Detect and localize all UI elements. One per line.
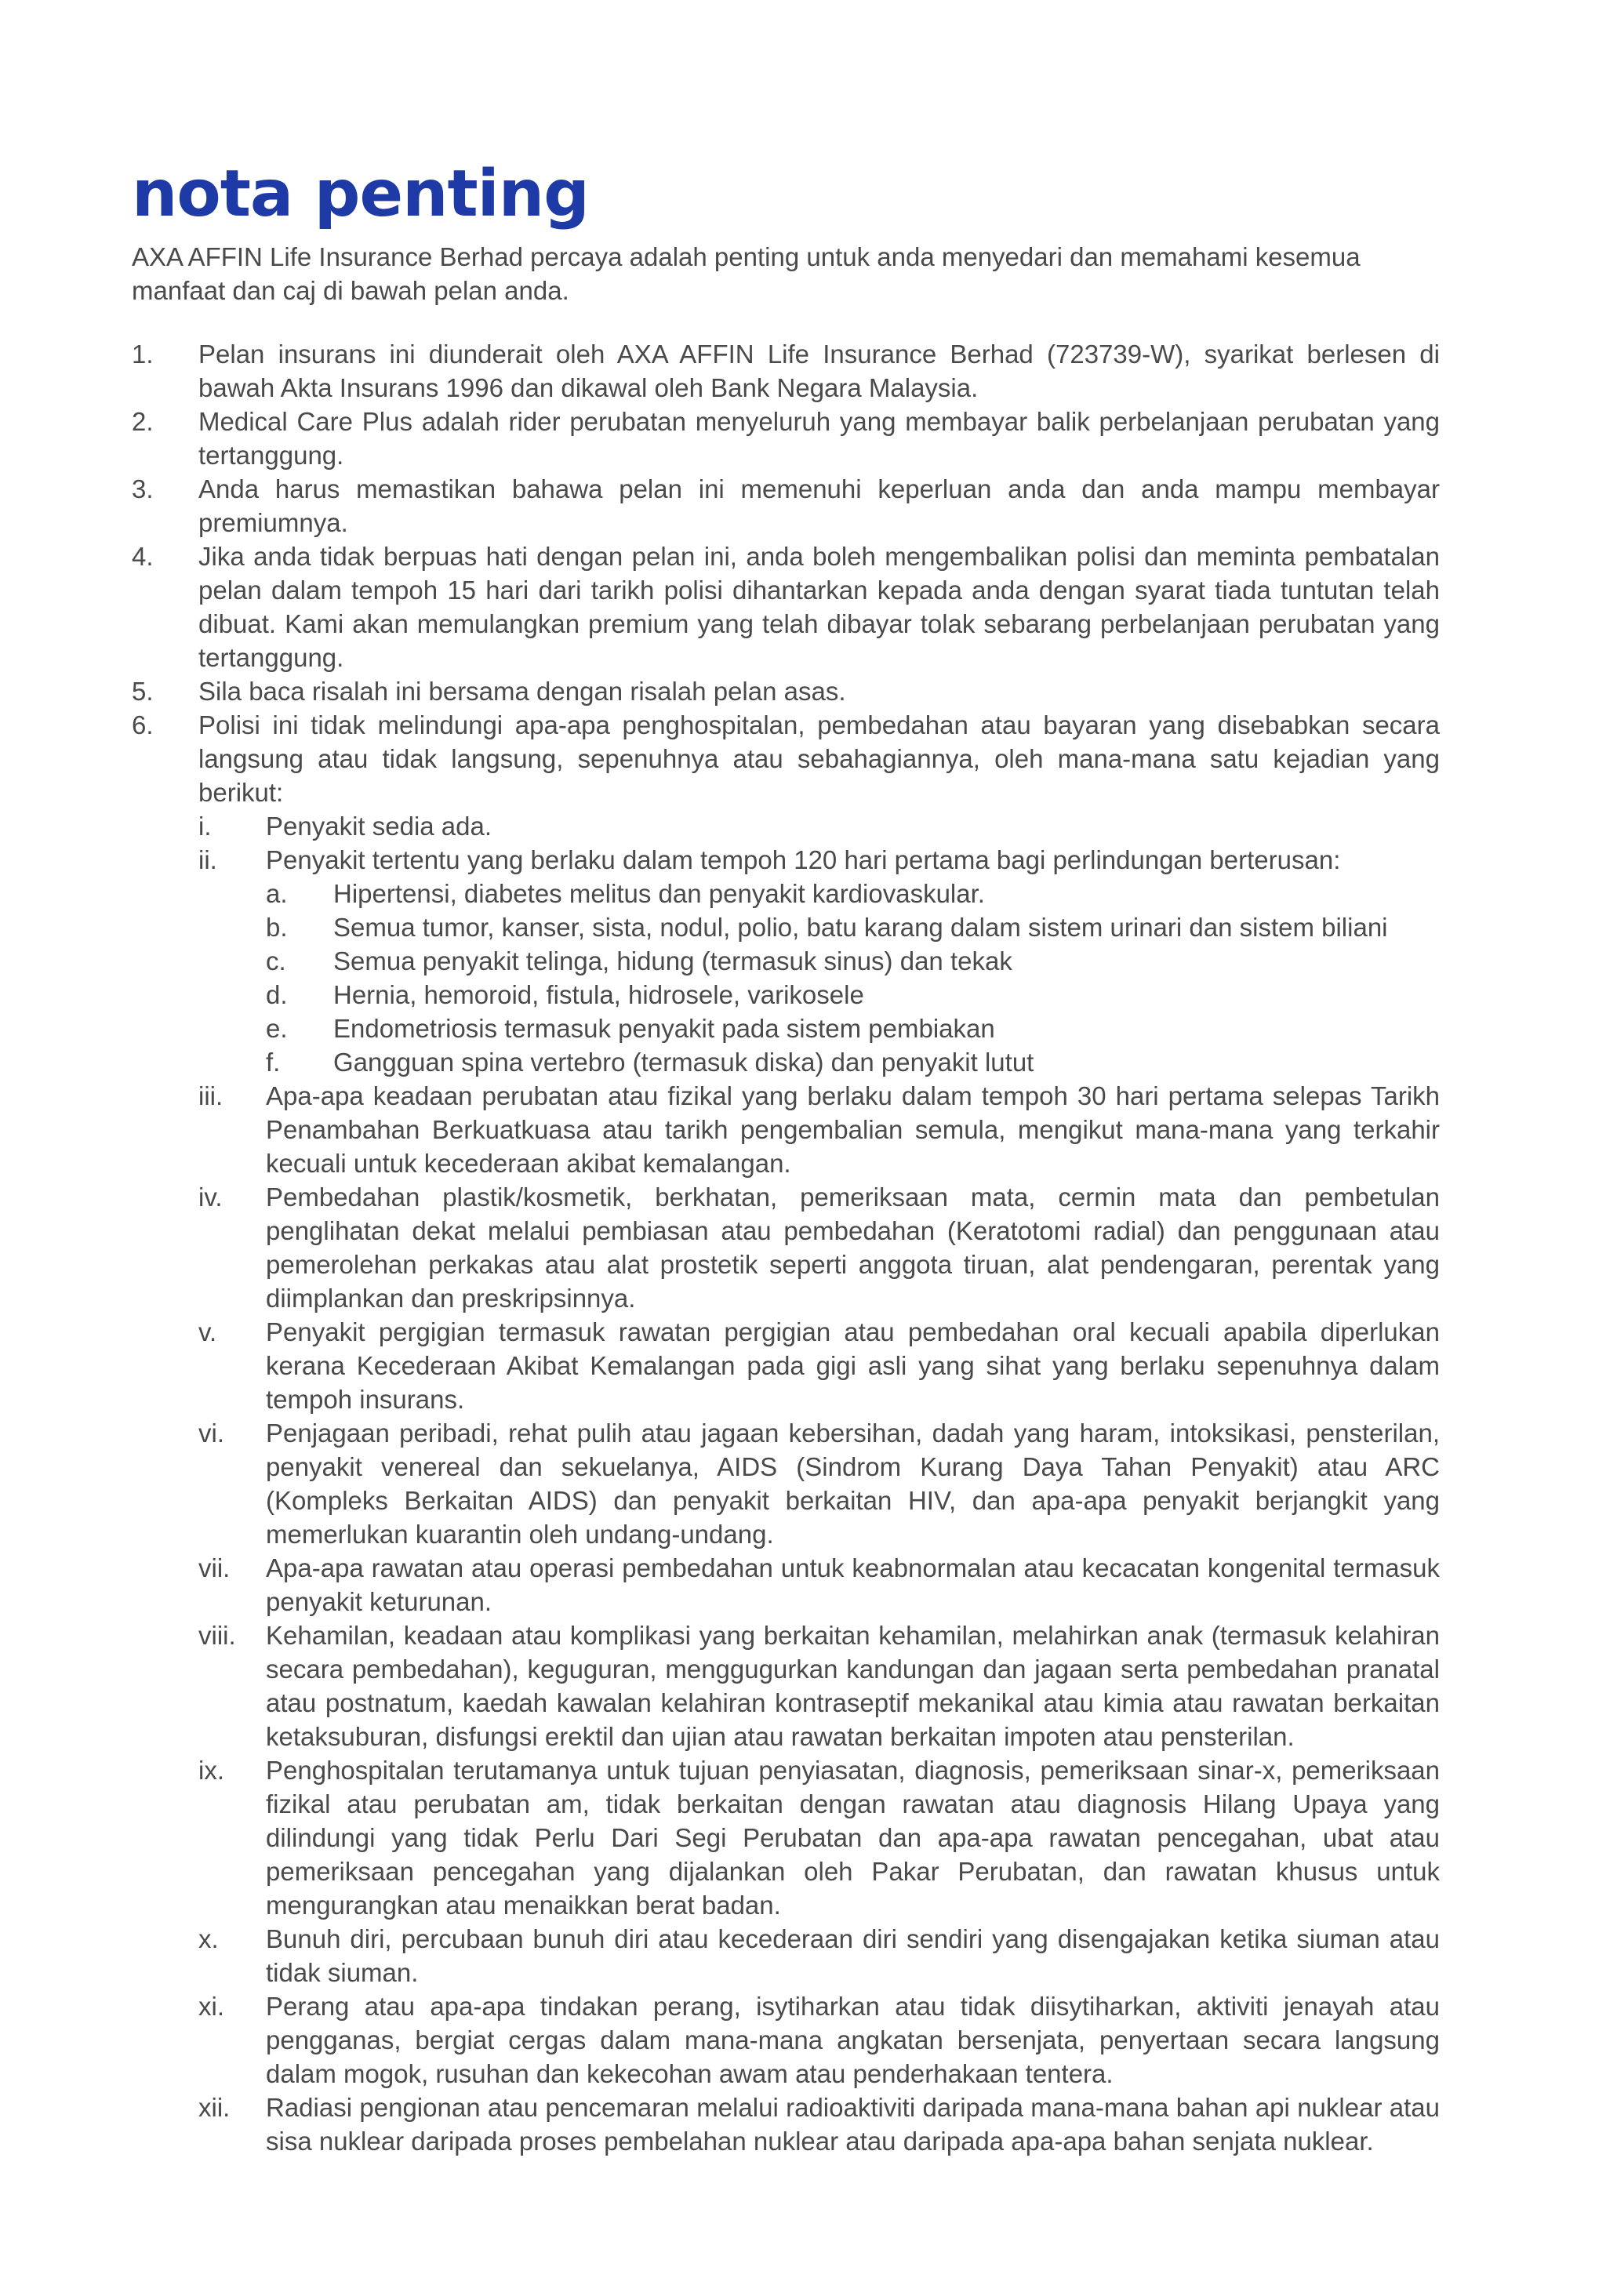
exclusion-number: xi. (198, 1992, 224, 2021)
exclusion-number: vii. (198, 1553, 231, 1582)
document-page (132, 157, 1440, 2158)
exclusion-item (198, 1416, 1440, 1551)
disease-text: Gangguan spina vertebro (termasuk diska) dan penyakit lutut (333, 1048, 1034, 1077)
disease-letter: b. (266, 913, 288, 942)
disease-item (266, 944, 1440, 978)
exclusion-item (198, 809, 1440, 843)
list-item (132, 472, 1440, 539)
exclusions-list (198, 809, 1440, 2158)
exclusion-text: Penghospitalan terutamanya untuk tujuan penyiasatan, diagnosis, pemeriksaan sinar-x, pemeriksaan fizikal atau perubatan am, tidak berkaitan dengan rawatan atau diagnosis Hilang Upaya yang dilindungi yang tidak Perlu Dari Segi Perubatan dan apa-apa rawatan pencegahan, ubat atau pemeriksaan pencegahan yang dijalankan oleh Pakar Perubatan, dan rawatan khusus untuk mengurangkan atau menaikkan berat badan. (266, 1756, 1440, 1920)
item-text: Sila baca risalah ini bersama dengan risalah pelan asas. (198, 677, 846, 706)
item-text: Medical Care Plus adalah rider perubatan menyeluruh yang membayar balik perbelanjaan perubatan yang tertanggung. (198, 407, 1440, 470)
exclusion-text: Radiasi pengionan atau pencemaran melalui radioaktiviti daripada mana-mana bahan api nuklear atau sisa nuklear daripada proses pembelahan nuklear atau daripada apa-apa bahan senjata nuklear. (266, 2093, 1440, 2156)
specific-diseases-list (266, 877, 1440, 1079)
list-item (132, 337, 1440, 405)
exclusion-item (198, 1551, 1440, 1618)
disease-letter: a. (266, 879, 288, 908)
list-item (132, 708, 1440, 2158)
exclusion-number: i. (198, 812, 212, 841)
disease-item (266, 877, 1440, 910)
exclusion-item (198, 1753, 1440, 1922)
item-number: 1. (132, 340, 154, 369)
exclusion-text: Apa-apa keadaan perubatan atau fizikal yang berlaku dalam tempoh 30 hari pertama selepas Tarikh Penambahan Berkuatkuasa atau tarikh pengembalian semula, mengikut mana-mana yang terkahir kecuali untuk kecederaan akibat kemalangan. (266, 1081, 1440, 1178)
exclusion-item (198, 1079, 1440, 1180)
exclusion-text: Penyakit pergigian termasuk rawatan pergigian atau pembedahan oral kecuali apabila diperlukan kerana Kecederaan Akibat Kemalangan pada gigi asli yang sihat yang berlaku sepenuhnya dalam tempoh insurans. (266, 1317, 1440, 1414)
exclusion-text: Penyakit tertentu yang berlaku dalam tempoh 120 hari pertama bagi perlindungan berterusan: (266, 845, 1341, 874)
item-number: 5. (132, 677, 154, 706)
item-number: 6. (132, 710, 154, 739)
exclusion-item (198, 1989, 1440, 2091)
exclusion-item (198, 1618, 1440, 1753)
disease-item (266, 910, 1440, 944)
item-number: 2. (132, 407, 154, 436)
list-item (132, 539, 1440, 674)
exclusion-number: vi. (198, 1419, 224, 1448)
disease-item (266, 1045, 1440, 1079)
notes-list (132, 337, 1440, 2158)
item-text: Pelan insurans ini diunderait oleh AXA AFFIN Life Insurance Berhad (723739-W), syarikat berlesen di bawah Akta Insurans 1996 dan dikawal oleh Bank Negara Malaysia. (198, 340, 1440, 402)
disease-text: Semua penyakit telinga, hidung (termasuk sinus) dan tekak (333, 946, 1012, 975)
disease-text: Hernia, hemoroid, fistula, hidrosele, varikosele (333, 980, 864, 1009)
exclusion-text: Bunuh diri, percubaan bunuh diri atau kecederaan diri sendiri yang disengajakan ketika siuman atau tidak siuman. (266, 1924, 1440, 1987)
disease-text: Endometriosis termasuk penyakit pada sistem pembiakan (333, 1014, 995, 1043)
exclusion-number: iv. (198, 1183, 223, 1212)
exclusion-number: ii. (198, 845, 217, 874)
exclusion-text: Perang atau apa-apa tindakan perang, isytiharkan atau tidak diisytiharkan, aktiviti jenayah atau pengganas, bergiat cergas dalam mana-mana angkatan bersenjata, penyertaan secara langsung dalam mogok, rusuhan dan kekecohan awam atau penderhakaan tentera. (266, 1992, 1440, 2088)
disease-letter: d. (266, 980, 288, 1009)
exclusion-number: viii. (198, 1621, 236, 1650)
exclusion-number: xii. (198, 2093, 231, 2122)
disease-item (266, 1012, 1440, 1045)
item-number: 3. (132, 474, 154, 503)
exclusion-item (198, 1315, 1440, 1416)
exclusion-text: Apa-apa rawatan atau operasi pembedahan untuk keabnormalan atau kecacatan kongenital termasuk penyakit keturunan. (266, 1553, 1440, 1616)
exclusion-text: Pembedahan plastik/kosmetik, berkhatan, pemeriksaan mata, cermin mata dan pembetulan penglihatan dekat melalui pembiasan atau pembedahan (Keratotomi radial) dan penggunaan atau pemerolehan perkakas atau alat prostetik seperti anggota tiruan, alat pendengaran, perentak yang diimplankan dan preskripsinnya. (266, 1183, 1440, 1313)
page-title: nota penting (132, 157, 589, 231)
item-text: Jika anda tidak berpuas hati dengan pelan ini, anda boleh mengembalikan polisi dan meminta pembatalan pelan dalam tempoh 15 hari dari tarikh polisi dihantarkan kepada anda dengan syarat tiada tuntutan telah dibuat. Kami akan memulangkan premium yang telah dibayar tolak sebarang perbelanjaan perubatan yang tertanggung. (198, 542, 1440, 672)
list-item (132, 674, 1440, 708)
exclusion-number: ix. (198, 1756, 224, 1785)
exclusion-text: Penjagaan peribadi, rehat pulih atau jagaan kebersihan, dadah yang haram, intoksikasi, pensterilan, penyakit venereal dan sekuelanya, AIDS (Sindrom Kurang Daya Tahan Penyakit) atau ARC (Kompleks Berkaitan AIDS) dan penyakit berkaitan HIV, dan apa-apa penyakit berjangkit yang memerlukan kuarantin oleh undang-undang. (266, 1419, 1440, 1549)
exclusion-text: Kehamilan, keadaan atau komplikasi yang berkaitan kehamilan, melahirkan anak (termasuk kelahiran secara pembedahan), keguguran, menggugurkan kandungan dan jagaan serta pembedahan pranatal atau postnatum, kaedah kawalan kelahiran kontraseptif mekanikal atau kimia atau rawatan berkaitan ketaksuburan, disfungsi erektil dan ujian atau rawatan berkaitan impoten atau pensterilan. (266, 1621, 1440, 1751)
disease-text: Semua tumor, kanser, sista, nodul, polio, batu karang dalam sistem urinari dan sistem biliani (333, 913, 1388, 942)
disease-item (266, 978, 1440, 1012)
list-item (132, 405, 1440, 472)
disease-letter: f. (266, 1048, 281, 1077)
intro-paragraph: AXA AFFIN Life Insurance Berhad percaya adalah penting untuk anda menyedari dan memahami kesemua manfaat dan caj di bawah pelan anda. (132, 242, 1361, 305)
exclusion-number: iii. (198, 1081, 223, 1110)
exclusion-item (198, 1180, 1440, 1315)
exclusion-item (198, 2091, 1440, 2158)
disease-letter: c. (266, 946, 286, 975)
exclusion-item (198, 1922, 1440, 1989)
item-text: Anda harus memastikan bahawa pelan ini memenuhi keperluan anda dan anda mampu membayar premiumnya. (198, 474, 1440, 537)
exclusion-number: v. (198, 1317, 217, 1346)
item-number: 4. (132, 542, 154, 571)
disease-letter: e. (266, 1014, 288, 1043)
exclusion-number: x. (198, 1924, 219, 1953)
item-text: Polisi ini tidak melindungi apa-apa penghospitalan, pembedahan atau bayaran yang disebabkan secara langsung atau tidak langsung, sepenuhnya atau sebahagiannya, oleh mana-mana satu kejadian yang berikut: (198, 710, 1440, 807)
exclusion-item (198, 843, 1440, 1079)
disease-text: Hipertensi, diabetes melitus dan penyakit kardiovaskular. (333, 879, 985, 908)
exclusion-text: Penyakit sedia ada. (266, 812, 492, 841)
